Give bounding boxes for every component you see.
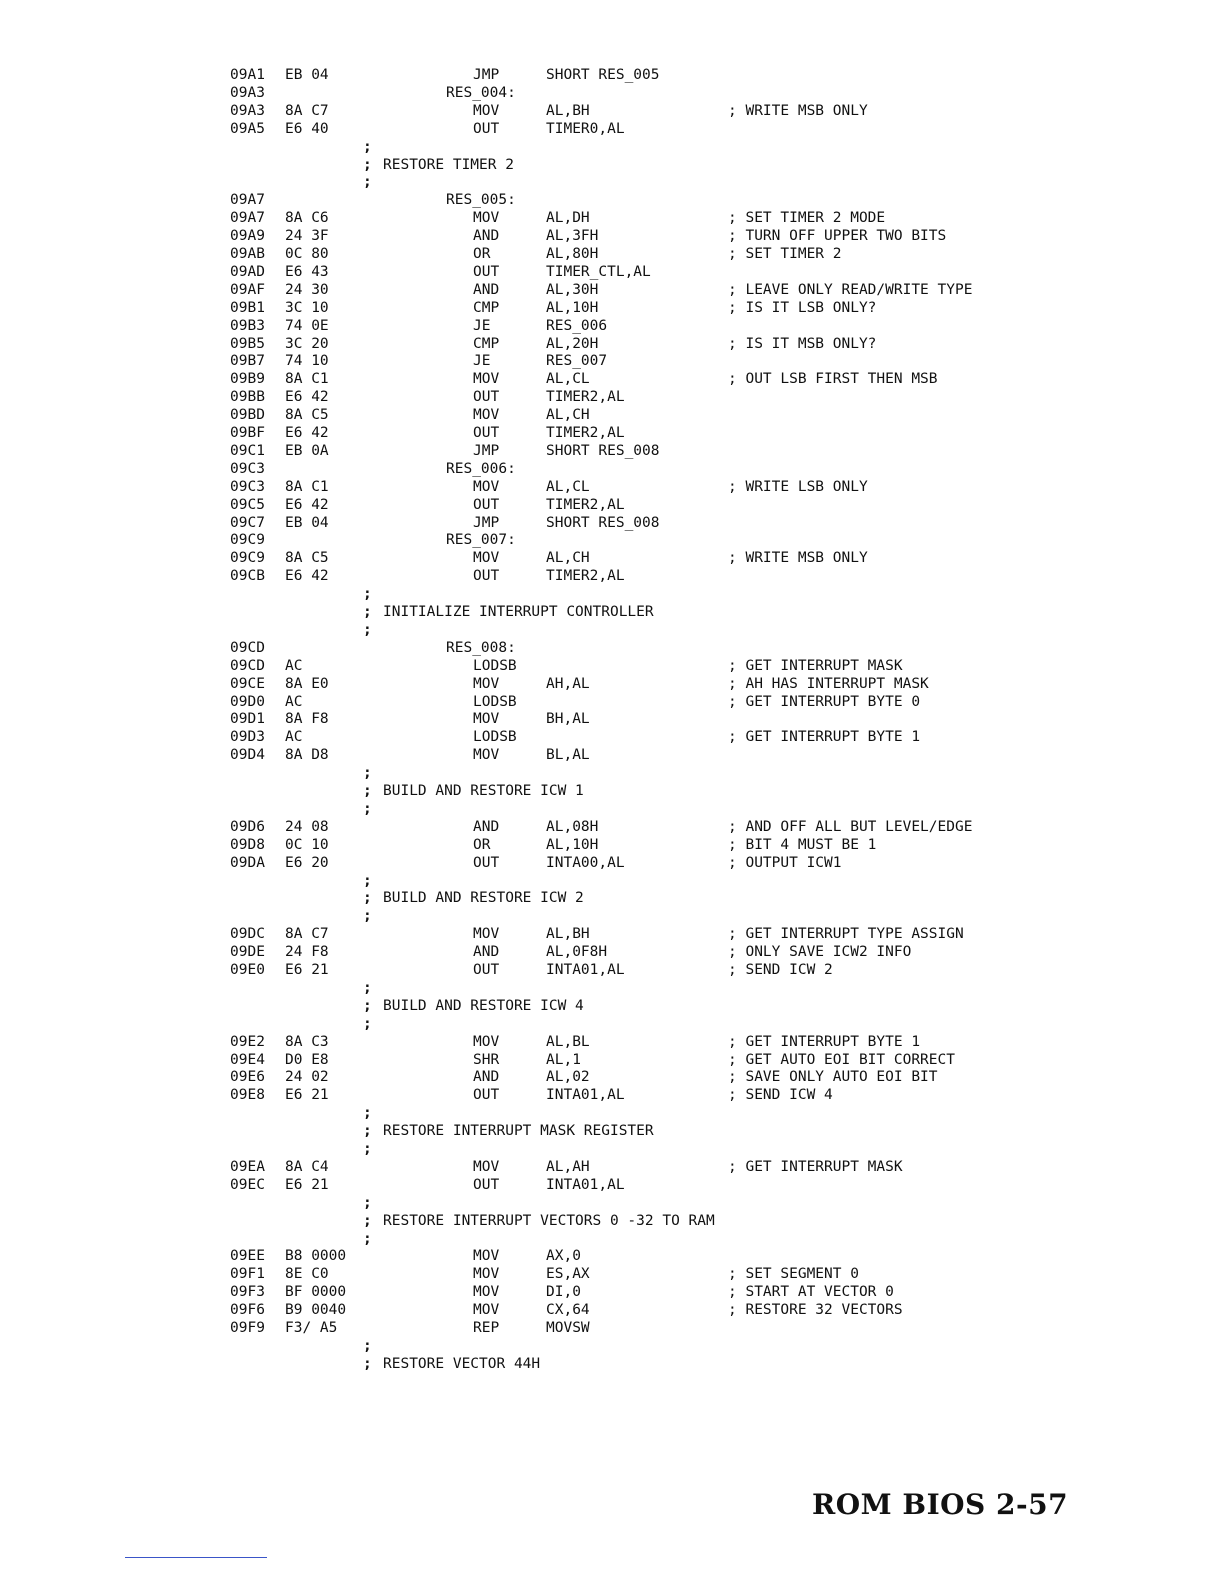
address: 09BD	[230, 407, 265, 424]
mnemonic: MOV	[473, 102, 500, 119]
mnemonic: AND	[473, 228, 500, 245]
comment-marker: ;	[363, 174, 372, 191]
mnemonic: MOV	[473, 210, 500, 227]
comment-marker: ;	[363, 979, 372, 996]
address: 09AD	[230, 263, 265, 280]
machine-code: 3C 10	[285, 299, 329, 316]
machine-code: 8A C5	[285, 550, 329, 567]
machine-code: 8A C5	[285, 407, 329, 424]
mnemonic: OUT	[473, 1087, 500, 1104]
machine-code: EB 04	[285, 514, 329, 531]
address: 09C9	[230, 550, 265, 567]
address: 09DC	[230, 926, 265, 943]
mnemonic: CMP	[473, 299, 500, 316]
operand: AL,02	[546, 1069, 590, 1086]
inline-comment: ; SEND ICW 2	[728, 962, 833, 978]
machine-code: E6 42	[285, 425, 329, 441]
operand: INTA01,AL	[546, 1176, 625, 1193]
address: 09C1	[230, 442, 265, 459]
inline-comment: ; OUT LSB FIRST THEN MSB	[728, 371, 938, 388]
machine-code: 3C 20	[285, 335, 329, 352]
inline-comment: ; START AT VECTOR 0	[728, 1284, 894, 1301]
operand: AL,80H	[546, 246, 599, 262]
operand: DI,0	[546, 1284, 581, 1301]
inline-comment: ; GET INTERRUPT BYTE 1	[728, 729, 921, 746]
inline-comment: ; RESTORE 32 VECTORS	[728, 1302, 903, 1319]
address: 09B3	[230, 317, 265, 334]
mnemonic: MOV	[473, 371, 500, 388]
comment-marker: ;	[363, 890, 372, 907]
operand: AL,AH	[546, 1158, 590, 1175]
address: 09EA	[230, 1158, 265, 1175]
operand: TIMER2,AL	[546, 496, 625, 513]
comment-marker: ;	[363, 1230, 372, 1247]
comment-marker: ;	[363, 872, 372, 889]
code-label: RES_006:	[446, 460, 516, 477]
machine-code: 24 08	[285, 818, 329, 835]
machine-code: 24 30	[285, 281, 329, 298]
machine-code: 8A D8	[285, 747, 329, 764]
operand: TIMER2,AL	[546, 389, 625, 406]
mnemonic: OUT	[473, 425, 500, 441]
address: 09B9	[230, 371, 265, 388]
operand: AL,BL	[546, 1033, 590, 1050]
mnemonic: OUT	[473, 120, 500, 137]
operand: AL,1	[546, 1051, 581, 1068]
machine-code: D0 E8	[285, 1051, 329, 1068]
operand: AL,BH	[546, 926, 590, 943]
mnemonic: MOV	[473, 1302, 500, 1319]
inline-comment: ; ONLY SAVE ICW2 INFO	[728, 944, 912, 961]
mnemonic: JMP	[473, 67, 500, 83]
address: 09E4	[230, 1051, 265, 1068]
mnemonic: OR	[473, 246, 491, 262]
comment-marker: ;	[363, 908, 372, 925]
inline-comment: ; TURN OFF UPPER TWO BITS	[728, 228, 947, 245]
machine-code: AC	[285, 693, 303, 710]
inline-comment: ; LEAVE ONLY READ/WRITE TYPE	[728, 281, 973, 298]
inline-comment: ; SET TIMER 2	[728, 246, 842, 262]
mnemonic: OUT	[473, 854, 500, 871]
operand: INTA01,AL	[546, 962, 625, 978]
address: 09A9	[230, 228, 265, 245]
inline-comment: ; SEND ICW 4	[728, 1087, 833, 1104]
operand: AL,08H	[546, 818, 599, 835]
section-comment: RESTORE INTERRUPT MASK REGISTER	[383, 1123, 654, 1140]
operand: AL,30H	[546, 281, 599, 298]
operand: RES_007	[546, 353, 608, 370]
machine-code: E6 42	[285, 389, 329, 406]
comment-marker: ;	[363, 621, 372, 638]
mnemonic: JMP	[473, 442, 500, 459]
address: 09CD	[230, 657, 265, 674]
section-comment: BUILD AND RESTORE ICW 2	[383, 890, 584, 907]
comment-marker: ;	[363, 156, 372, 173]
address: 09EC	[230, 1176, 265, 1193]
address: 09E2	[230, 1033, 265, 1050]
inline-comment: ; SET SEGMENT 0	[728, 1266, 859, 1283]
mnemonic: MOV	[473, 675, 500, 692]
inline-comment: ; IS IT LSB ONLY?	[728, 299, 877, 316]
inline-comment: ; SET TIMER 2 MODE	[728, 210, 886, 227]
machine-code: EB 04	[285, 67, 329, 83]
mnemonic: OUT	[473, 496, 500, 513]
mnemonic: OR	[473, 836, 491, 853]
address: 09C3	[230, 478, 265, 495]
mnemonic: MOV	[473, 747, 500, 764]
machine-code: 74 10	[285, 353, 329, 370]
address: 09B7	[230, 353, 265, 370]
machine-code: E6 21	[285, 1087, 329, 1104]
operand: AL,3FH	[546, 228, 599, 245]
address: 09C7	[230, 514, 265, 531]
machine-code: E6 42	[285, 496, 329, 513]
comment-marker: ;	[363, 1194, 372, 1211]
address: 09D3	[230, 729, 265, 746]
operand: TIMER2,AL	[546, 425, 625, 441]
section-comment: BUILD AND RESTORE ICW 1	[383, 783, 584, 799]
section-comment: BUILD AND RESTORE ICW 4	[383, 997, 584, 1014]
inline-comment: ; SAVE ONLY AUTO EOI BIT	[728, 1069, 938, 1086]
comment-marker: ;	[363, 586, 372, 603]
address: 09AB	[230, 246, 265, 262]
inline-comment: ; GET INTERRUPT MASK	[728, 1158, 903, 1175]
address: 09BB	[230, 389, 265, 406]
machine-code: EB 0A	[285, 442, 329, 459]
address: 09E8	[230, 1087, 265, 1104]
address: 09D8	[230, 836, 265, 853]
footer-rule	[125, 1557, 267, 1558]
machine-code: 24 3F	[285, 228, 329, 245]
comment-marker: ;	[363, 765, 372, 782]
inline-comment: ; BIT 4 MUST BE 1	[728, 836, 877, 853]
address: 09DE	[230, 944, 265, 961]
machine-code: 8E C0	[285, 1266, 329, 1283]
machine-code: B9 0040	[285, 1302, 347, 1319]
address: 09CE	[230, 675, 265, 692]
address: 09E0	[230, 962, 265, 978]
section-comment: RESTORE TIMER 2	[383, 156, 514, 173]
machine-code: E6 40	[285, 120, 329, 137]
machine-code: 8A C6	[285, 210, 329, 227]
address: 09B5	[230, 335, 265, 352]
mnemonic: JE	[473, 353, 491, 370]
operand: ES,AX	[546, 1266, 590, 1283]
machine-code: 8A F8	[285, 711, 329, 728]
mnemonic: SHR	[473, 1051, 500, 1068]
operand: AL,0F8H	[546, 944, 608, 961]
operand: TIMER0,AL	[546, 120, 625, 137]
comment-marker: ;	[363, 1105, 372, 1122]
mnemonic: OUT	[473, 389, 500, 406]
operand: TIMER_CTL,AL	[546, 263, 651, 280]
machine-code: E6 42	[285, 568, 329, 585]
mnemonic: JE	[473, 317, 491, 334]
address: 09F1	[230, 1266, 265, 1283]
mnemonic: MOV	[473, 1158, 500, 1175]
address: 09E6	[230, 1069, 265, 1086]
operand: BH,AL	[546, 711, 590, 728]
operand: AL,DH	[546, 210, 590, 227]
machine-code: AC	[285, 729, 303, 746]
machine-code: 0C 10	[285, 836, 329, 853]
address: 09DA	[230, 854, 265, 871]
mnemonic: MOV	[473, 478, 500, 495]
operand: AL,10H	[546, 836, 599, 853]
inline-comment: ; GET INTERRUPT BYTE 0	[728, 693, 921, 710]
comment-marker: ;	[363, 800, 372, 817]
section-comment: RESTORE INTERRUPT VECTORS 0 -32 TO RAM	[383, 1212, 715, 1229]
inline-comment: ; GET INTERRUPT MASK	[728, 657, 903, 674]
operand: CX,64	[546, 1302, 590, 1319]
machine-code: 8A C4	[285, 1158, 329, 1175]
machine-code: 24 F8	[285, 944, 329, 961]
address: 09B1	[230, 299, 265, 316]
machine-code: B8 0000	[285, 1248, 347, 1265]
comment-marker: ;	[363, 997, 372, 1014]
address: 09D4	[230, 747, 265, 764]
operand: AH,AL	[546, 675, 590, 692]
mnemonic: AND	[473, 944, 500, 961]
mnemonic: MOV	[473, 1248, 500, 1265]
address: 09F6	[230, 1302, 265, 1319]
comment-marker: ;	[363, 1015, 372, 1032]
address: 09A7	[230, 192, 265, 209]
mnemonic: JMP	[473, 514, 500, 531]
operand: AX,0	[546, 1248, 581, 1265]
inline-comment: ; WRITE LSB ONLY	[728, 478, 868, 495]
operand: AL,CL	[546, 371, 590, 388]
address: 09D6	[230, 818, 265, 835]
mnemonic: OUT	[473, 962, 500, 978]
operand: BL,AL	[546, 747, 590, 764]
address: 09A7	[230, 210, 265, 227]
comment-marker: ;	[363, 1212, 372, 1229]
address: 09C5	[230, 496, 265, 513]
mnemonic: AND	[473, 818, 500, 835]
machine-code: E6 21	[285, 962, 329, 978]
address: 09D0	[230, 693, 265, 710]
operand: AL,20H	[546, 335, 599, 352]
address: 09CD	[230, 639, 265, 656]
address: 09A5	[230, 120, 265, 137]
operand: AL,CH	[546, 550, 590, 567]
code-label: RES_005:	[446, 192, 516, 209]
inline-comment: ; GET AUTO EOI BIT CORRECT	[728, 1051, 955, 1068]
address: 09BF	[230, 425, 265, 441]
operand: MOVSW	[546, 1320, 590, 1336]
comment-marker: ;	[363, 1337, 372, 1354]
mnemonic: OUT	[473, 1176, 500, 1193]
mnemonic: LODSB	[473, 657, 517, 674]
machine-code: E6 43	[285, 263, 329, 280]
inline-comment: ; GET INTERRUPT TYPE ASSIGN	[728, 926, 964, 943]
inline-comment: ; AND OFF ALL BUT LEVEL/EDGE	[728, 818, 973, 835]
operand: TIMER2,AL	[546, 568, 625, 585]
address: 09D1	[230, 711, 265, 728]
machine-code: 24 02	[285, 1069, 329, 1086]
machine-code: E6 20	[285, 854, 329, 871]
mnemonic: MOV	[473, 1284, 500, 1301]
machine-code: E6 21	[285, 1176, 329, 1193]
address: 09F9	[230, 1320, 265, 1336]
address: 09C9	[230, 532, 265, 549]
operand: AL,CH	[546, 407, 590, 424]
section-comment: INITIALIZE INTERRUPT CONTROLLER	[383, 604, 654, 620]
operand: INTA01,AL	[546, 1087, 625, 1104]
inline-comment: ; GET INTERRUPT BYTE 1	[728, 1033, 921, 1050]
inline-comment: ; IS IT MSB ONLY?	[728, 335, 877, 352]
mnemonic: MOV	[473, 711, 500, 728]
operand: SHORT RES_008	[546, 442, 660, 459]
mnemonic: MOV	[473, 1266, 500, 1283]
inline-comment: ; OUTPUT ICW1	[728, 854, 842, 871]
machine-code: 8A C1	[285, 371, 329, 388]
address: 09A3	[230, 84, 265, 101]
section-comment: RESTORE VECTOR 44H	[383, 1355, 541, 1372]
mnemonic: OUT	[473, 263, 500, 280]
mnemonic: MOV	[473, 407, 500, 424]
comment-marker: ;	[363, 1141, 372, 1157]
address: 09C3	[230, 460, 265, 477]
comment-marker: ;	[363, 1355, 372, 1372]
mnemonic: AND	[473, 1069, 500, 1086]
operand: INTA00,AL	[546, 854, 625, 871]
address: 09A1	[230, 67, 265, 83]
machine-code: 8A C1	[285, 478, 329, 495]
operand: AL,CL	[546, 478, 590, 495]
address: 09AF	[230, 281, 265, 298]
inline-comment: ; AH HAS INTERRUPT MASK	[728, 675, 929, 692]
address: 09EE	[230, 1248, 265, 1265]
mnemonic: CMP	[473, 335, 500, 352]
mnemonic: REP	[473, 1320, 500, 1336]
machine-code: 74 0E	[285, 317, 329, 334]
code-label: RES_007:	[446, 532, 516, 549]
machine-code: 0C 80	[285, 246, 329, 262]
mnemonic: MOV	[473, 926, 500, 943]
mnemonic: LODSB	[473, 729, 517, 746]
address: 09A3	[230, 102, 265, 119]
operand: SHORT RES_008	[546, 514, 660, 531]
inline-comment: ; WRITE MSB ONLY	[728, 550, 868, 567]
mnemonic: AND	[473, 281, 500, 298]
mnemonic: OUT	[473, 568, 500, 585]
machine-code: 8A C7	[285, 926, 329, 943]
comment-marker: ;	[363, 783, 372, 799]
machine-code: 8A C3	[285, 1033, 329, 1050]
comment-marker: ;	[363, 604, 372, 620]
comment-marker: ;	[363, 138, 372, 155]
mnemonic: MOV	[473, 1033, 500, 1050]
operand: AL,BH	[546, 102, 590, 119]
machine-code: AC	[285, 657, 303, 674]
address: 09F3	[230, 1284, 265, 1301]
code-label: RES_004:	[446, 84, 516, 101]
operand: AL,10H	[546, 299, 599, 316]
machine-code: 8A E0	[285, 675, 329, 692]
mnemonic: MOV	[473, 550, 500, 567]
mnemonic: LODSB	[473, 693, 517, 710]
code-label: RES_008:	[446, 639, 516, 656]
address: 09CB	[230, 568, 265, 585]
comment-marker: ;	[363, 1123, 372, 1140]
machine-code: 8A C7	[285, 102, 329, 119]
inline-comment: ; WRITE MSB ONLY	[728, 102, 868, 119]
page-footer: ROM BIOS 2-57	[812, 1488, 1069, 1521]
operand: RES_006	[546, 317, 608, 334]
machine-code: F3/ A5	[285, 1320, 338, 1336]
machine-code: BF 0000	[285, 1284, 347, 1301]
operand: SHORT RES_005	[546, 67, 660, 83]
